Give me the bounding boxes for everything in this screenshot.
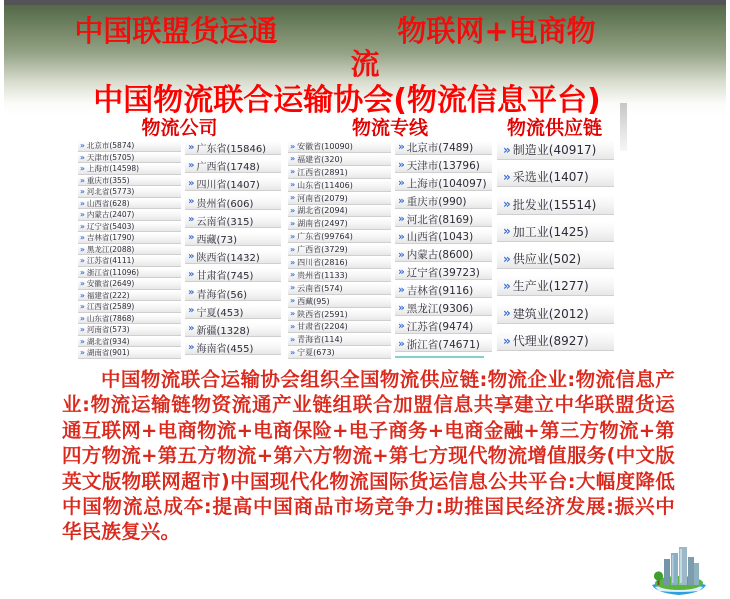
list-item[interactable] (288, 283, 391, 295)
double-chevron-right-icon: » (503, 224, 511, 239)
page-title: 中国物流联合运输协会(物流信息平台) (93, 83, 601, 118)
list-item[interactable] (185, 196, 281, 210)
double-chevron-right-icon: » (188, 214, 195, 226)
list-item[interactable] (185, 250, 281, 264)
list-item-label: 江西省(2589) (86, 302, 135, 312)
list-item-label: 供应业(502) (512, 252, 582, 267)
list-item-label: 山东省(7868) (86, 313, 135, 323)
double-chevron-right-icon: » (188, 287, 195, 298)
list-item-label: 天津市(13796) (406, 159, 480, 172)
list-item[interactable] (78, 164, 181, 175)
list-item[interactable] (288, 218, 391, 230)
double-chevron-right-icon: » (398, 141, 405, 154)
double-chevron-right-icon: » (503, 251, 511, 266)
double-chevron-right-icon: » (80, 175, 85, 185)
list-item-label: 海南省(455) (196, 344, 254, 356)
list-item-label: 四川省(1407) (196, 180, 260, 192)
double-chevron-right-icon: » (80, 267, 85, 277)
double-chevron-right-icon: » (398, 177, 405, 190)
list-item-label: 西藏(73) (196, 234, 237, 246)
list-item[interactable] (395, 230, 492, 244)
list-item-label: 制造业(40917) (512, 143, 597, 157)
double-chevron-right-icon: » (80, 348, 85, 357)
list-item-label: 代理业(8927) (512, 334, 589, 349)
list-item-label: 浙江省(11096) (86, 267, 140, 277)
list-item[interactable] (497, 167, 614, 187)
list-item[interactable] (395, 159, 492, 173)
list-item[interactable] (78, 187, 181, 198)
list-item-label: 天津市(5705) (86, 152, 135, 162)
list-item[interactable] (497, 222, 614, 242)
list-item-label: 云南省(315) (196, 216, 254, 228)
column-header-logistics-supply-chain: 物流供应链 (506, 117, 602, 139)
list-item-label: 湖南省(2497) (297, 219, 348, 229)
column-header-logistics-lines: 物流专线 (351, 117, 428, 139)
header-banner (4, 5, 726, 117)
double-chevron-right-icon: » (80, 336, 85, 346)
list-item-label: 生产业(1277) (512, 279, 589, 294)
double-chevron-right-icon: » (290, 205, 296, 215)
double-chevron-right-icon: » (398, 159, 405, 172)
list-item[interactable] (288, 309, 391, 321)
list-item[interactable] (288, 296, 391, 308)
double-chevron-right-icon: » (80, 313, 85, 323)
list-item[interactable] (78, 279, 181, 290)
double-chevron-right-icon: » (503, 169, 511, 184)
list-item-label: 江西省(2891) (297, 167, 348, 177)
double-chevron-right-icon: » (290, 257, 296, 267)
list-item[interactable] (497, 195, 614, 215)
list-item-label: 北京市(5874) (86, 141, 135, 151)
double-chevron-right-icon: » (80, 233, 85, 242)
list-item-label: 河北省(5773) (86, 187, 135, 197)
double-chevron-right-icon: » (188, 232, 195, 244)
list-item[interactable] (497, 140, 614, 160)
list-item[interactable] (78, 325, 181, 336)
list-item[interactable] (78, 176, 181, 187)
list-item-label: 上海市(104097) (406, 177, 487, 190)
double-chevron-right-icon: » (290, 270, 296, 280)
double-chevron-right-icon: » (80, 325, 85, 334)
double-chevron-right-icon: » (398, 248, 405, 261)
list-item[interactable] (78, 210, 181, 221)
double-chevron-right-icon: » (80, 210, 85, 219)
list-item-label: 云南省(574) (297, 283, 343, 293)
province-list-lines-left (288, 141, 391, 360)
province-list-companies-left (78, 141, 181, 360)
double-chevron-right-icon: » (290, 244, 296, 254)
double-chevron-right-icon: » (503, 306, 511, 321)
double-chevron-right-icon: » (188, 305, 195, 317)
list-item-label: 福建省(320) (297, 154, 343, 164)
list-item[interactable] (78, 291, 181, 302)
list-item-label: 宁夏(673) (297, 348, 335, 358)
list-item[interactable] (288, 193, 391, 205)
list-item[interactable] (78, 141, 181, 152)
double-chevron-right-icon: » (290, 141, 296, 151)
list-item-label: 河南省(573) (86, 325, 130, 335)
list-item[interactable] (395, 177, 492, 191)
list-item[interactable] (497, 249, 614, 269)
list-item[interactable] (78, 245, 181, 256)
list-item-label: 黑龙江(2088) (86, 244, 135, 254)
list-item-label: 甘肃省(2204) (297, 322, 348, 332)
list-item[interactable] (395, 302, 492, 316)
list-item[interactable] (185, 232, 281, 246)
list-item-label: 河北省(8169) (406, 213, 474, 226)
list-item[interactable] (288, 154, 391, 166)
list-item-label: 黑龙江(9306) (406, 303, 474, 316)
list-item-label: 建筑业(2012) (512, 306, 589, 321)
list-item-label: 吉林省(9116) (406, 285, 474, 298)
double-chevron-right-icon: » (80, 256, 85, 265)
list-item[interactable] (395, 248, 492, 262)
promo-paragraph: 中国物流联合运输协会组织全国物流供应链:物流企业:物流信息产业:物流运输链物资流通产业链组联合加盟信息共享建立中华联盟货运通互联网+电商物流+电商保险+电子商务+电商金融+第三方物流+第四方物流+第五方物流+第六方物流+第七方现代物流增值服务(中文版英文版物联网超市)中国现代化物流国际货运信息公共平台:大幅度降低中国物流总成夲:提高中国商品市场竞争力:助推国民经济发展:振兴中华民族复兴。 (62, 368, 675, 544)
list-item[interactable] (288, 167, 391, 179)
double-chevron-right-icon: » (398, 338, 405, 351)
double-chevron-right-icon: » (290, 321, 296, 331)
list-item-label: 湖南省(901) (86, 348, 130, 358)
double-chevron-right-icon: » (398, 302, 405, 315)
list-item[interactable] (78, 256, 181, 267)
double-chevron-right-icon: » (80, 302, 85, 311)
list-item[interactable] (288, 244, 391, 256)
list-item[interactable] (395, 195, 492, 209)
list-item[interactable] (78, 222, 181, 233)
list-item[interactable] (78, 348, 181, 359)
double-chevron-right-icon: » (80, 221, 85, 231)
double-chevron-right-icon: » (290, 218, 296, 228)
list-item-label: 重庆市(990) (406, 195, 467, 208)
double-chevron-right-icon: » (290, 309, 296, 319)
list-item-label: 陕西省(1432) (196, 253, 260, 265)
list-item-label: 山西省(628) (86, 198, 130, 208)
list-item[interactable] (78, 199, 181, 210)
list-item-label: 采选业(1407) (512, 170, 589, 185)
list-item-label: 新疆(1328) (196, 325, 250, 337)
list-item[interactable] (395, 284, 492, 298)
double-chevron-right-icon: » (80, 279, 85, 288)
list-item-label: 河南省(2079) (297, 193, 348, 203)
list-item[interactable] (288, 231, 391, 243)
list-item-label: 江苏省(9474) (406, 320, 474, 333)
double-chevron-right-icon: » (290, 180, 296, 190)
list-item[interactable] (185, 323, 281, 337)
double-chevron-right-icon: » (188, 341, 195, 353)
list-item-label: 广东省(15846) (196, 144, 267, 155)
list-item-label: 四川省(2816) (297, 258, 348, 268)
list-item-label: 青海省(56) (196, 289, 247, 301)
list-item[interactable] (288, 257, 391, 269)
list-item[interactable] (497, 304, 614, 324)
double-chevron-right-icon: » (398, 194, 405, 207)
double-chevron-right-icon: » (398, 230, 405, 243)
list-item[interactable] (185, 141, 281, 155)
list-item[interactable] (288, 347, 391, 359)
double-chevron-right-icon: » (290, 283, 296, 293)
double-chevron-right-icon: » (188, 323, 195, 335)
list-item[interactable] (288, 321, 391, 333)
list-item[interactable] (78, 233, 181, 244)
list-item-label: 重庆市(355) (86, 175, 130, 185)
list-item-label: 广西省(1748) (196, 162, 260, 174)
list-item-label: 福建省(222) (86, 290, 130, 300)
double-chevron-right-icon: » (398, 212, 405, 225)
list-item[interactable] (497, 276, 614, 296)
list-item[interactable] (395, 266, 492, 280)
double-chevron-right-icon: » (80, 164, 85, 173)
double-chevron-right-icon: » (80, 244, 85, 254)
double-chevron-right-icon: » (80, 152, 85, 162)
double-chevron-right-icon: » (398, 320, 405, 333)
double-chevron-right-icon: » (290, 347, 296, 357)
list-item-label: 辽宁省(5403) (86, 221, 135, 231)
list-item[interactable] (185, 341, 281, 355)
list-item[interactable] (395, 338, 492, 352)
double-chevron-right-icon: » (398, 266, 405, 279)
list-item-label: 贵州省(1133) (297, 270, 348, 280)
double-chevron-right-icon: » (188, 268, 195, 280)
list-item-label: 浙江省(74671) (406, 338, 480, 351)
list-item-label: 山西省(1043) (406, 231, 474, 244)
list-item[interactable] (185, 214, 281, 228)
banner-title-row2: 流 (350, 47, 380, 81)
list-item[interactable] (288, 141, 391, 153)
double-chevron-right-icon: » (398, 284, 405, 297)
double-chevron-right-icon: » (290, 334, 296, 344)
list-item-label: 辽宁省(39723) (406, 267, 480, 280)
double-chevron-right-icon: » (503, 278, 511, 293)
list-item-label: 批发业(15514) (512, 197, 597, 212)
list-item[interactable] (78, 268, 181, 279)
double-chevron-right-icon: » (188, 141, 195, 153)
list-item[interactable] (395, 320, 492, 334)
double-chevron-right-icon: » (290, 154, 296, 164)
list-item[interactable] (185, 305, 281, 319)
list-item[interactable] (78, 153, 181, 164)
list-item[interactable] (78, 337, 181, 348)
list-item-label: 内蒙古(2407) (86, 210, 135, 220)
list-item-label: 内蒙古(8600) (406, 249, 474, 262)
double-chevron-right-icon: » (80, 290, 85, 300)
column-header-logistics-companies: 物流公司 (141, 117, 218, 139)
list-item-label: 陕西省(2591) (297, 309, 348, 319)
double-chevron-right-icon: » (290, 193, 296, 203)
list-item[interactable] (288, 180, 391, 192)
list-item[interactable] (185, 268, 281, 282)
list-item[interactable] (78, 314, 181, 325)
list-item-label: 湖北省(934) (86, 336, 130, 346)
list-item-label: 广西省(3729) (297, 245, 348, 255)
list-item[interactable] (185, 159, 281, 173)
double-chevron-right-icon: » (188, 250, 195, 262)
list-item[interactable] (288, 205, 391, 217)
list-item[interactable] (185, 177, 281, 191)
double-chevron-right-icon: » (503, 333, 511, 348)
province-list-lines-right (395, 141, 492, 358)
city-buildings-logo-icon (649, 541, 709, 597)
list-item[interactable] (395, 141, 492, 155)
list-item-label: 广东省(99764) (297, 232, 353, 242)
list-item-label: 甘肃省(745) (196, 271, 254, 283)
list-item-label: 加工业(1425) (512, 224, 589, 239)
banner-title-right: 物联网+电商物 (397, 14, 596, 48)
double-chevron-right-icon: » (188, 196, 195, 208)
list-item[interactable] (288, 270, 391, 282)
list-item-label: 上海市(14598) (86, 164, 140, 174)
double-chevron-right-icon: » (80, 198, 85, 208)
list-item[interactable] (288, 334, 391, 346)
list-item[interactable] (497, 331, 614, 351)
list-item-label: 青海省(114) (297, 335, 343, 345)
banner-title-left: 中国联盟货运通 (74, 14, 278, 48)
list-item[interactable] (395, 213, 492, 227)
list-item-label: 安徽省(10090) (297, 142, 353, 151)
industry-list-supply-chain (497, 140, 614, 358)
list-item-label: 西藏(95) (297, 296, 330, 306)
double-chevron-right-icon: » (188, 177, 195, 189)
list-item-label: 江苏省(4111) (86, 256, 135, 266)
double-chevron-right-icon: » (290, 167, 296, 177)
double-chevron-right-icon: » (188, 159, 195, 171)
double-chevron-right-icon: » (503, 197, 511, 212)
list-item-label: 山东省(11406) (297, 180, 353, 190)
double-chevron-right-icon: » (80, 141, 85, 150)
double-chevron-right-icon: » (290, 231, 296, 241)
province-list-companies-right (185, 141, 281, 359)
double-chevron-right-icon: » (80, 187, 85, 196)
list-item-label: 宁夏(453) (196, 307, 244, 319)
list-item-label: 湖北省(2094) (297, 206, 348, 216)
list-item-label: 吉林省(1790) (86, 233, 135, 243)
double-chevron-right-icon: » (503, 142, 511, 157)
list-item[interactable] (185, 287, 281, 301)
double-chevron-right-icon: » (290, 296, 296, 306)
list-item[interactable] (78, 302, 181, 313)
list-item-label: 北京市(7489) (406, 142, 474, 154)
scrollbar[interactable] (620, 103, 627, 151)
list-item-label: 安徽省(2649) (86, 279, 135, 289)
list-item-label: 贵州省(606) (196, 198, 254, 210)
